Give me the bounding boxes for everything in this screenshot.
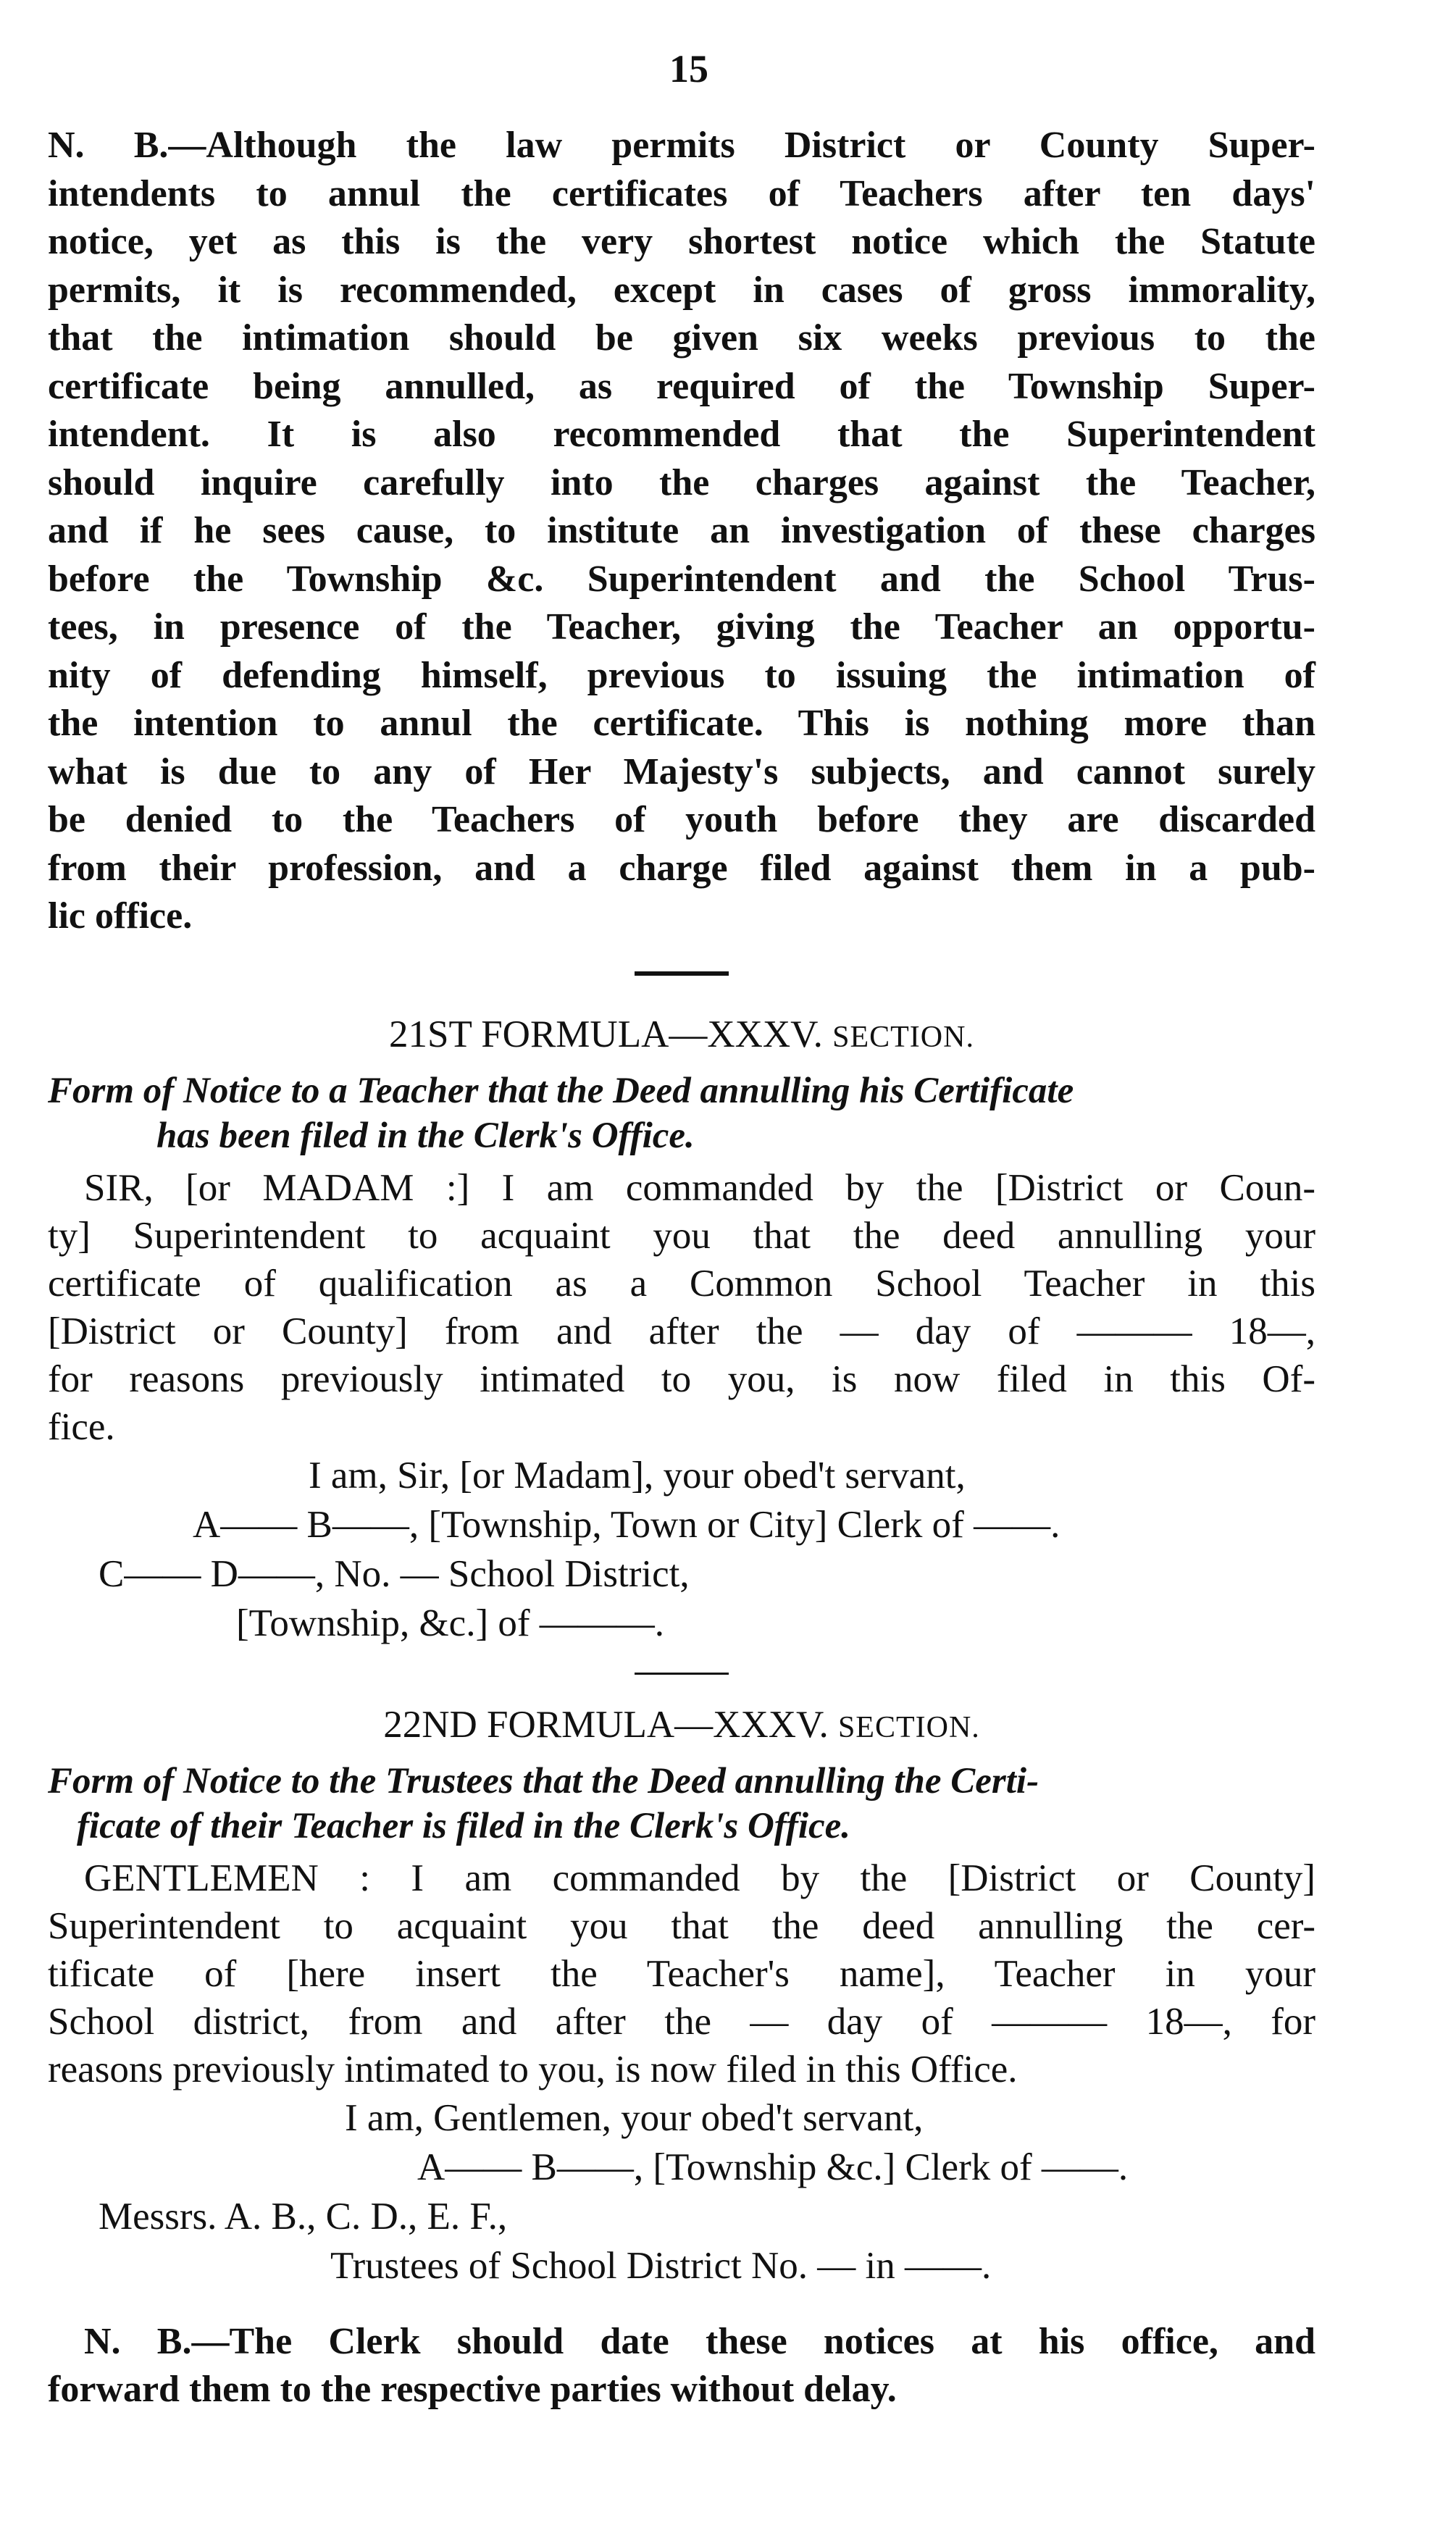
signature-line: A—— B——, [Township, Town or City] Clerk of ——.	[193, 1503, 1060, 1546]
paragraph-line: from their profession, and a charge filed against them in a pub-	[48, 847, 1315, 889]
paragraph-line: be denied to the Teachers of youth before they are discarded	[48, 799, 1315, 840]
addressee-line: Trustees of School District No. — in ——.	[330, 2244, 992, 2287]
signature-line: A—— B——, [Township &c.] Clerk of ——.	[417, 2146, 1129, 2188]
notice-line: ty] Superintendent to acquaint you that the deed annulling your	[48, 1214, 1315, 1257]
paragraph-line: lic office.	[48, 895, 193, 937]
form-title	[48, 1068, 1315, 1158]
paragraph-line: the intention to annul the certificate. This is nothing more than	[48, 703, 1315, 744]
notice-line: Superintendent to acquaint you that the deed annulling the cer-	[48, 1904, 1315, 1947]
addressee-line: Messrs. A. B., C. D., E. F.,	[99, 2195, 508, 2238]
formula-heading	[48, 1701, 1315, 1752]
paragraph-line: N. B.—Although the law permits District or County Super-	[48, 125, 1315, 166]
notice-body	[48, 1854, 1315, 2093]
formula-heading-main: 22ND FORMULA—XXXV.	[383, 1703, 829, 1746]
signature-line: I am, Gentlemen, your obed't servant,	[345, 2096, 924, 2139]
closing-note	[48, 2318, 1315, 2414]
paragraph-line: certificate being annulled, as required of the Township Super-	[48, 365, 1315, 407]
formula-heading	[48, 1010, 1315, 1061]
notice-line: School district, from and after the — day of ——— 18—, for	[48, 2000, 1315, 2043]
notice-line: reasons previously intimated to you, is now filed in this Office.	[48, 2048, 1018, 2091]
section-divider	[635, 1673, 729, 1675]
signature-block	[48, 2093, 1315, 2290]
paragraph-line: before the Township &c. Superintendent and the School Trus-	[48, 558, 1315, 600]
notice-line: SIR, [or MADAM :] I am commanded by the [District or Coun-	[84, 1166, 1315, 1209]
notice-line: for reasons previously intimated to you, is now filed in this Of-	[48, 1357, 1315, 1400]
form-title-line: has been filed in the Clerk's Office.	[156, 1115, 695, 1156]
paragraph-line: and if he sees cause, to institute an investigation of these charges	[48, 510, 1315, 551]
page-number: 15	[669, 47, 708, 91]
paragraph-line: should inquire carefully into the charges against the Teacher,	[48, 461, 1315, 503]
notice-line: tificate of [here insert the Teacher's name], Teacher in your	[48, 1952, 1315, 1995]
paragraph-line: nity of defending himself, previous to issuing the intimation of	[48, 654, 1315, 696]
form-title-line: ficate of their Teacher is filed in the Clerk's Office.	[77, 1805, 851, 1846]
signature-block	[48, 1451, 1315, 1648]
section-divider	[635, 971, 729, 976]
paragraph-line: tees, in presence of the Teacher, giving the Teacher an opportu-	[48, 606, 1315, 648]
signature-line: C—— D——, No. — School District,	[99, 1552, 690, 1595]
formula-heading-section: SECTION.	[837, 1710, 980, 1744]
notice-line: [District or County] from and after the — day of ——— 18—,	[48, 1310, 1315, 1352]
signature-line: I am, Sir, [or Madam], your obed't servant,	[309, 1454, 966, 1497]
paragraph-line: intendent. It is also recommended that the Superintendent	[48, 414, 1315, 455]
form-title-line: Form of Notice to the Trustees that the Deed annulling the Certi-	[48, 1760, 1039, 1801]
formula-21-section	[48, 1010, 1315, 1648]
paragraph-line: notice, yet as this is the very shortest notice which the Statute	[48, 221, 1315, 262]
nota-bene-paragraph	[48, 122, 1315, 941]
formula-22-section	[48, 1701, 1315, 2290]
page-content	[48, 43, 1315, 2414]
signature-line: [Township, &c.] of ———.	[236, 1602, 664, 1644]
paragraph-line: that the intimation should be given six weeks previous to the	[48, 317, 1315, 359]
form-title	[48, 1759, 1315, 1849]
closing-note-line: N. B.—The Clerk should date these notices at his office, and	[84, 2320, 1315, 2362]
notice-body	[48, 1164, 1315, 1451]
notice-line: fice.	[48, 1405, 115, 1448]
form-title-line: Form of Notice to a Teacher that the Deed annulling his Certificate	[48, 1070, 1074, 1111]
paragraph-line: intendents to annul the certificates of Teachers after ten days'	[48, 172, 1315, 214]
formula-heading-section: SECTION.	[832, 1020, 974, 1054]
paragraph-line: what is due to any of Her Majesty's subjects, and cannot surely	[48, 750, 1315, 792]
formula-heading-main: 21ST FORMULA—XXXV.	[389, 1013, 823, 1055]
notice-line: GENTLEMEN : I am commanded by the [District or County]	[84, 1857, 1315, 1899]
notice-line: certificate of qualification as a Common School Teacher in this	[48, 1262, 1315, 1305]
paragraph-line: permits, it is recommended, except in cases of gross immorality,	[48, 269, 1315, 311]
closing-note-line: forward them to the respective parties without delay.	[48, 2368, 897, 2410]
